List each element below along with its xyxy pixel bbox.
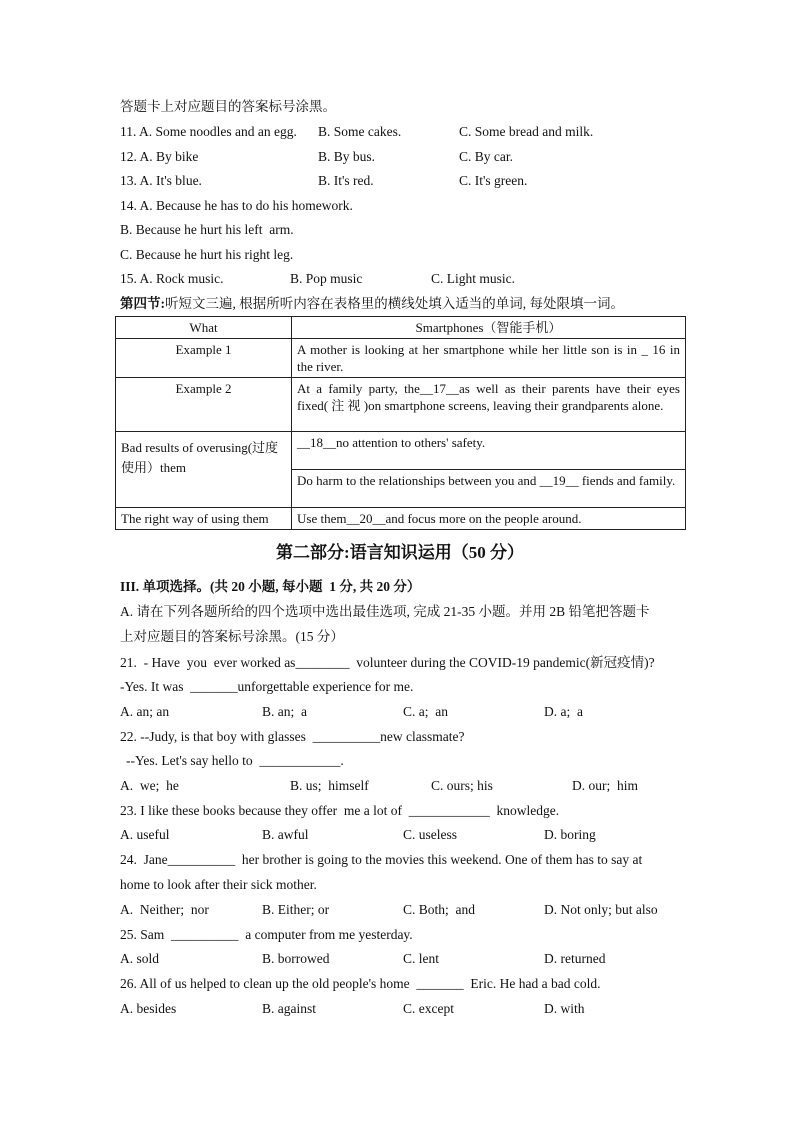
q24-option-c: C. Both; and <box>403 902 476 917</box>
section3-title: III. 单项选择。(共 20 小题, 每小题 1 分, 共 20 分） <box>120 579 421 594</box>
q11-option-a: 11. A. Some noodles and an egg. <box>120 124 297 139</box>
q22-stem-line1: 22. --Judy, is that boy with glasses __________new classmate? <box>120 729 465 744</box>
table-row-example1-text: A mother is looking at her smartphone while her little son is in _ 16 in the river. <box>292 339 686 378</box>
q15-option-c: C. Light music. <box>431 271 515 286</box>
q15-option-b: B. Pop music <box>290 271 363 286</box>
q23-stem: 23. I like these books because they offer me a lot of ____________ knowledge. <box>120 803 560 818</box>
q22-option-b: B. us; himself <box>290 778 369 793</box>
q26-option-d: D. with <box>544 1001 585 1016</box>
table-row-example2-label: Example 2 <box>116 378 292 432</box>
q21-option-d: D. a; a <box>544 704 583 719</box>
section4-instruction <box>120 295 624 313</box>
q12-option-b: B. By bus. <box>318 149 376 164</box>
q21-stem-line2: -Yes. It was _______unforgettable experience for me. <box>120 679 414 694</box>
q22-stem-line2: --Yes. Let's say hello to ____________. <box>126 753 344 768</box>
q22-option-a: A. we; he <box>120 778 179 793</box>
q26-option-b: B. against <box>262 1001 316 1016</box>
q24-option-a: A. Neither; nor <box>120 902 209 917</box>
q26-option-c: C. except <box>403 1001 454 1016</box>
section3-instruction-line1: A. 请在下列各题所给的四个选项中选出最佳选项, 完成 21-35 小题。并用 2B 铅笔把答题卡 <box>120 604 650 619</box>
intro-line: 答题卡上对应题目的答案标号涂黑。 <box>120 99 336 114</box>
q23-option-b: B. awful <box>262 827 309 842</box>
q26-stem: 26. All of us helped to clean up the old people's home _______ Eric. He had a bad cold. <box>120 976 601 991</box>
table-row-right-way-label: The right way of using them <box>116 508 292 530</box>
smartphones-table <box>115 316 686 530</box>
q25-option-a: A. sold <box>120 951 160 966</box>
q25-option-c: C. lent <box>403 951 439 966</box>
table-row-bad-results-text-b: Do harm to the relationships between you and __19__ fiends and family. <box>292 470 686 508</box>
q14-option-a: 14. A. Because he has to do his homework. <box>120 198 353 213</box>
section4-label: 第四节: <box>120 296 165 311</box>
q24-stem-line1: 24. Jane__________ her brother is going to the movies this weekend. One of them has to say at <box>120 852 643 867</box>
q12-option-c: C. By car. <box>459 149 513 164</box>
section4-text: 听短文三遍, 根据所听内容在表格里的横线处填入适当的单词, 每处限填一词。 <box>165 296 624 311</box>
q21-stem-line1: 21. - Have you ever worked as________ volunteer during the COVID-19 pandemic(新冠疫情)? <box>120 655 655 670</box>
q24-option-d: D. Not only; but also <box>544 902 658 917</box>
q24-option-b: B. Either; or <box>262 902 330 917</box>
section3-instruction-line2: 上对应题目的答案标号涂黑。(15 分） <box>120 629 344 644</box>
q11-option-b: B. Some cakes. <box>318 124 402 139</box>
q25-option-b: B. borrowed <box>262 951 330 966</box>
q13-option-b: B. It's red. <box>318 173 374 188</box>
q23-option-a: A. useful <box>120 827 170 842</box>
q13-option-a: 13. A. It's blue. <box>120 173 202 188</box>
table-header-what: What <box>116 317 292 339</box>
table-row-example1-label: Example 1 <box>116 339 292 378</box>
q24-stem-line2: home to look after their sick mother. <box>120 877 317 892</box>
table-row-example2-text: At a family party, the__17__as well as their parents have their eyes fixed( 注 视 )on smartphone screens, leaving their grandparents alone. <box>292 378 686 432</box>
q22-option-c: C. ours; his <box>431 778 493 793</box>
q25-option-d: D. returned <box>544 951 606 966</box>
q21-option-c: C. a; an <box>403 704 448 719</box>
q21-option-b: B. an; a <box>262 704 307 719</box>
q21-option-a: A. an; an <box>120 704 170 719</box>
table-row-right-way-text: Use them__20__and focus more on the people around. <box>292 508 686 530</box>
q15-option-a: 15. A. Rock music. <box>120 271 224 286</box>
q23-option-c: C. useless <box>403 827 457 842</box>
part2-title: 第二部分:语言知识运用（50 分） <box>276 543 524 562</box>
q11-option-c: C. Some bread and milk. <box>459 124 594 139</box>
q25-stem: 25. Sam __________ a computer from me yesterday. <box>120 927 413 942</box>
q22-option-d: D. our; him <box>572 778 638 793</box>
q23-option-d: D. boring <box>544 827 596 842</box>
q12-option-a: 12. A. By bike <box>120 149 199 164</box>
table-row-bad-results-label: Bad results of overusing(过度使用）them <box>116 432 292 508</box>
q26-option-a: A. besides <box>120 1001 177 1016</box>
table-header-smartphones: Smartphones（智能手机） <box>292 317 686 339</box>
table-row-bad-results-text-a: __18__no attention to others' safety. <box>292 432 686 470</box>
q13-option-c: C. It's green. <box>459 173 528 188</box>
q14-option-c: C. Because he hurt his right leg. <box>120 247 294 262</box>
q14-option-b: B. Because he hurt his left arm. <box>120 222 294 237</box>
